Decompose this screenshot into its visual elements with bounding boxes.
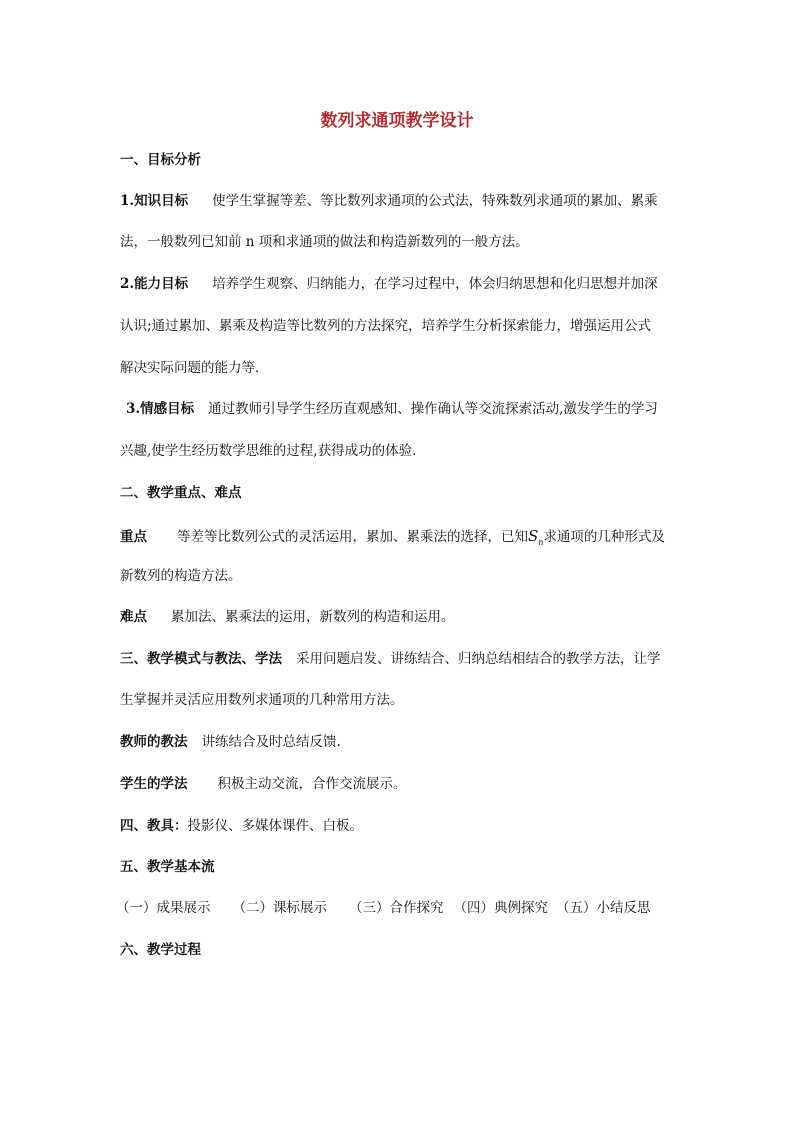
flow-step-2: （二）课标展示	[232, 900, 327, 916]
key-point-text-1a: 等差等比数列公式的灵活运用，累加、累乘法的选择，已知	[177, 529, 528, 545]
mode-line-2: 生掌握并灵活应用数列求通项的几种常用方法。	[120, 692, 404, 708]
teacher-method-label: 教师的教法	[120, 734, 188, 750]
emotion-goal-label: 3.情感目标	[126, 401, 195, 417]
emotion-goal-line-2: 兴趣,使学生经历数学思维的过程,获得成功的体验.	[120, 443, 417, 459]
emotion-goal-line-1	[126, 399, 686, 419]
flow-step-1: （一）成果展示	[116, 900, 211, 916]
sn-symbol: $S_n$	[528, 527, 544, 547]
ability-goal-line-2: 认识;通过累加、累乘及构造等比数列的方法探究，培养学生分析探索能力，增强运用公式	[120, 318, 652, 334]
teacher-method-text: 讲练结合及时总结反馈.	[201, 734, 341, 750]
section-heading-mode: 三、教学模式与教法、学法	[120, 651, 282, 667]
flow-steps	[116, 898, 676, 918]
ability-goal-line-1	[120, 274, 680, 294]
mode-line-1	[120, 649, 680, 669]
knowledge-goal-line-1	[120, 191, 680, 211]
student-method-line	[120, 774, 680, 794]
key-point-line-1	[120, 526, 680, 553]
ability-goal-label: 2.能力目标	[120, 276, 189, 292]
section-heading-process: 六、教学过程	[120, 942, 201, 958]
section-heading-key-points: 二、教学重点、难点	[120, 485, 242, 501]
difficulty-line	[120, 607, 680, 627]
section-heading-flow: 五、教学基本流	[120, 859, 215, 875]
difficulty-label: 难点	[120, 609, 147, 625]
tools-text: 投影仪、多媒体课件、白板。	[187, 818, 363, 834]
document-title: 数列求通项教学设计	[320, 111, 474, 131]
ability-goal-line-3: 解决实际问题的能力等．	[120, 360, 269, 376]
key-point-text-1b: 求通项的几种形式及	[543, 529, 665, 545]
flow-step-4: （四）典例探究	[453, 900, 548, 916]
knowledge-goal-label: 1.知识目标	[120, 193, 189, 209]
knowledge-goal-text-1: 使学生掌握等差、等比数列求通项的公式法，特殊数列求通项的累加、累乘	[212, 193, 658, 209]
section-heading-goals: 一、目标分析	[120, 152, 201, 168]
tools-line	[120, 816, 680, 836]
mode-text-1: 采用问题启发、讲练结合、归纳总结相结合的教学方法，让学	[296, 651, 661, 667]
teacher-method-line	[120, 732, 680, 752]
student-method-text: 积极主动交流，合作交流展示。	[217, 776, 407, 792]
knowledge-goal-line-2: 法，一般数列已知前 n 项和求通项的做法和构造新数列的一般方法。	[120, 234, 529, 250]
flow-step-3: （三）合作探究	[349, 900, 444, 916]
flow-step-5: （五）小结反思	[556, 900, 651, 916]
ability-goal-text-1: 培养学生观察、归纳能力，在学习过程中，体会归纳思想和化归思想并加深	[212, 276, 658, 292]
key-point-line-2: 新数列的构造方法。	[120, 568, 242, 584]
difficulty-text: 累加法、累乘法的运用，新数列的构造和运用。	[171, 609, 455, 625]
key-point-label: 重点	[120, 529, 147, 545]
section-heading-tools: 四、教具：	[120, 818, 188, 834]
student-method-label: 学生的学法	[120, 776, 188, 792]
emotion-goal-text-1: 通过教师引导学生经历直观感知、操作确认等交流探索活动,激发学生的学习	[208, 401, 658, 417]
